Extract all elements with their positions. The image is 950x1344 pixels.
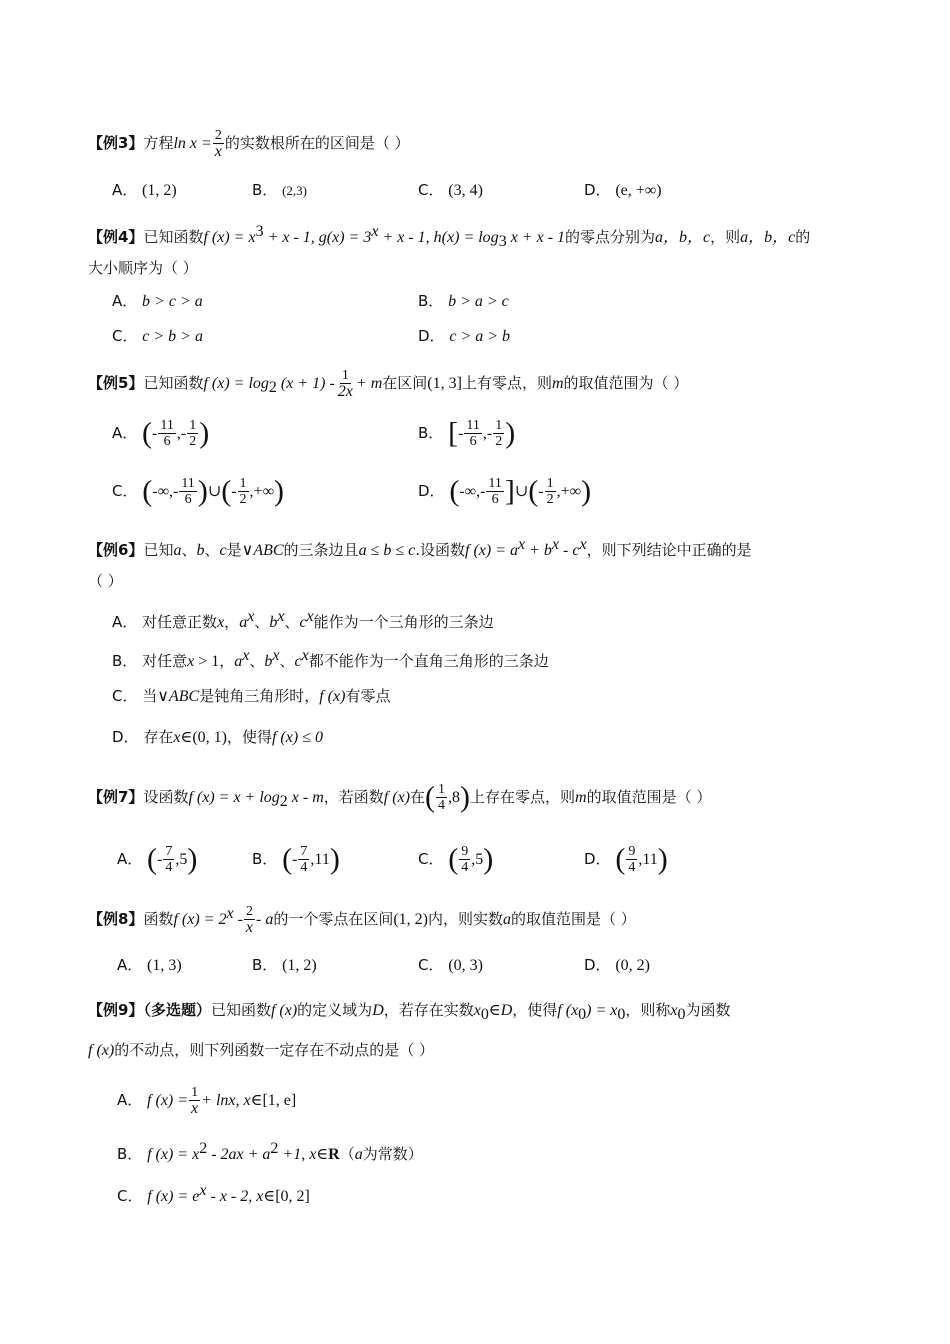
- example-7-option-c: C． ( $\frac{9}{4}$ ,5): [418, 842, 494, 876]
- example-7-option-a: A． (- $\frac{7}{4}$ ,5): [117, 842, 198, 876]
- example-4-option-b: B． b > a > c: [418, 292, 509, 310]
- example-9-tag: 【例9】: [88, 1001, 144, 1019]
- example-6-option-d: D． 存在x∈(0, 1)，使得f (x) ≤ 0: [112, 728, 323, 746]
- example-5-tag: 【例5】: [88, 374, 144, 392]
- example-6-tag: 【例6】: [88, 541, 144, 559]
- example-9-stem-line2: f (x)的不动点，则下列函数一定存在不动点的是（ ）: [88, 1041, 434, 1059]
- example-5-option-c: C． (-∞,- $\frac{11}{6}$ )∪(- $\frac{1}{2}$ ,+∞): [112, 474, 284, 508]
- example-3-option-b: B． (2,3): [252, 181, 307, 199]
- example-8-option-c: C． (0, 3): [418, 956, 483, 974]
- example-8-stem: 【例8】函数f $(x) = 2^x$ - $\frac{2}{x}$ - a的一个零点在区间(1, 2)内，则实数a的取值范围是（ ）: [88, 904, 636, 936]
- example-3-option-c: C． (3, 4): [418, 181, 483, 199]
- example-6-option-c: C． 当∨ABC是钝角三角形时，f (x)有零点: [112, 687, 391, 705]
- example-4-option-a: A． b > c > a: [112, 292, 203, 310]
- example-7-option-b: B． (- $\frac{7}{4}$ ,11): [252, 842, 340, 876]
- example-9-stem: 【例9】（多选题）已知函数f (x)的定义域为D，若存在实数$x_0\in D$，使得f $(x_0) = x_0$，则称$x_0$为函数: [88, 1001, 731, 1023]
- example-9-option-b: B． f $(x) = x^2 - 2ax + a^2 +1$, x∈R（a为常数）: [117, 1140, 423, 1163]
- fraction: $\frac{2}{x}$: [214, 128, 222, 160]
- example-5-option-a: A． (- $\frac{11}{6}$ ,- $\frac{1}{2}$ ): [112, 416, 210, 450]
- example-6-stem: 【例6】已知a、b、c是∨ABC的三条边且a ≤ b ≤ c.设函数f $(x) = a^x + b^x - c^x$，则下列结论中正确的是: [88, 536, 752, 559]
- example-5-stem: 【例5】已知函数f $(x) = \log_2 (x + 1)$ - $\frac{1}{2x}$ + m在区间(1, 3]上有零点，则m的取值范围为（ ）: [88, 368, 689, 400]
- example-3-option-d: D． (e, +∞): [584, 181, 662, 199]
- example-5-option-b: B． [- $\frac{11}{6}$ ,- $\frac{1}{2}$ ): [418, 416, 516, 450]
- example-8-option-d: D． (0, 2): [584, 956, 650, 974]
- example-7-tag: 【例7】: [88, 788, 144, 806]
- example-9-option-c: C． f $(x) = e^x - x - 2$, x∈[0, 2]: [117, 1182, 310, 1205]
- example-3-tag: 【例3】: [88, 134, 144, 152]
- example-7-option-d: D． ( $\frac{9}{4}$ ,11): [584, 842, 668, 876]
- example-3-option-a: A． (1, 2): [112, 181, 177, 199]
- example-7-stem: 【例7】设函数f $(x) = x + \log_2 x - m$，若函数f (x)在( $\frac{1}{4}$ ,8)上存在零点，则m的取值范围是（ ）: [88, 780, 712, 814]
- example-4-stem: 【例4】已知函数f $(x) = x^3 + x - 1$, $g(x) = 3^x + x - 1$, $h(x) = \log_3 x + x - 1$的零点分别为a，b，c，则a，b，c的: [88, 223, 811, 250]
- example-3-stem: 【例3】方程ln x = $\frac{2}{x}$ 的实数根所在的区间是（ ）: [88, 128, 410, 160]
- example-4-stem-line2: 大小顺序为（ ）: [88, 259, 198, 277]
- example-4-option-c: C． c > b > a: [112, 327, 203, 345]
- example-9-option-a: A． f (x) = $\frac{1}{x}$ + lnx, x∈[1, e]: [117, 1085, 297, 1117]
- example-6-stem-line2: （ ）: [88, 572, 123, 590]
- example-5-option-d: D． (-∞,- $\frac{11}{6}$ ]∪(- $\frac{1}{2}$ ,+∞): [418, 474, 592, 508]
- example-6-option-a: A． 对任意正数x，$a^x$、$b^x$、$c^x$能作为一个三角形的三条边: [112, 608, 494, 631]
- example-4-tag: 【例4】: [88, 228, 144, 246]
- example-8-option-a: A． (1, 3): [117, 956, 182, 974]
- example-8-option-b: B． (1, 2): [252, 956, 317, 974]
- example-8-tag: 【例8】: [88, 910, 144, 928]
- example-4-option-d: D． c > a > b: [418, 327, 511, 345]
- example-6-option-b: B． 对任意x > 1，$a^x$、$b^x$、$c^x$都不能作为一个直角三角形的三条边: [112, 647, 549, 670]
